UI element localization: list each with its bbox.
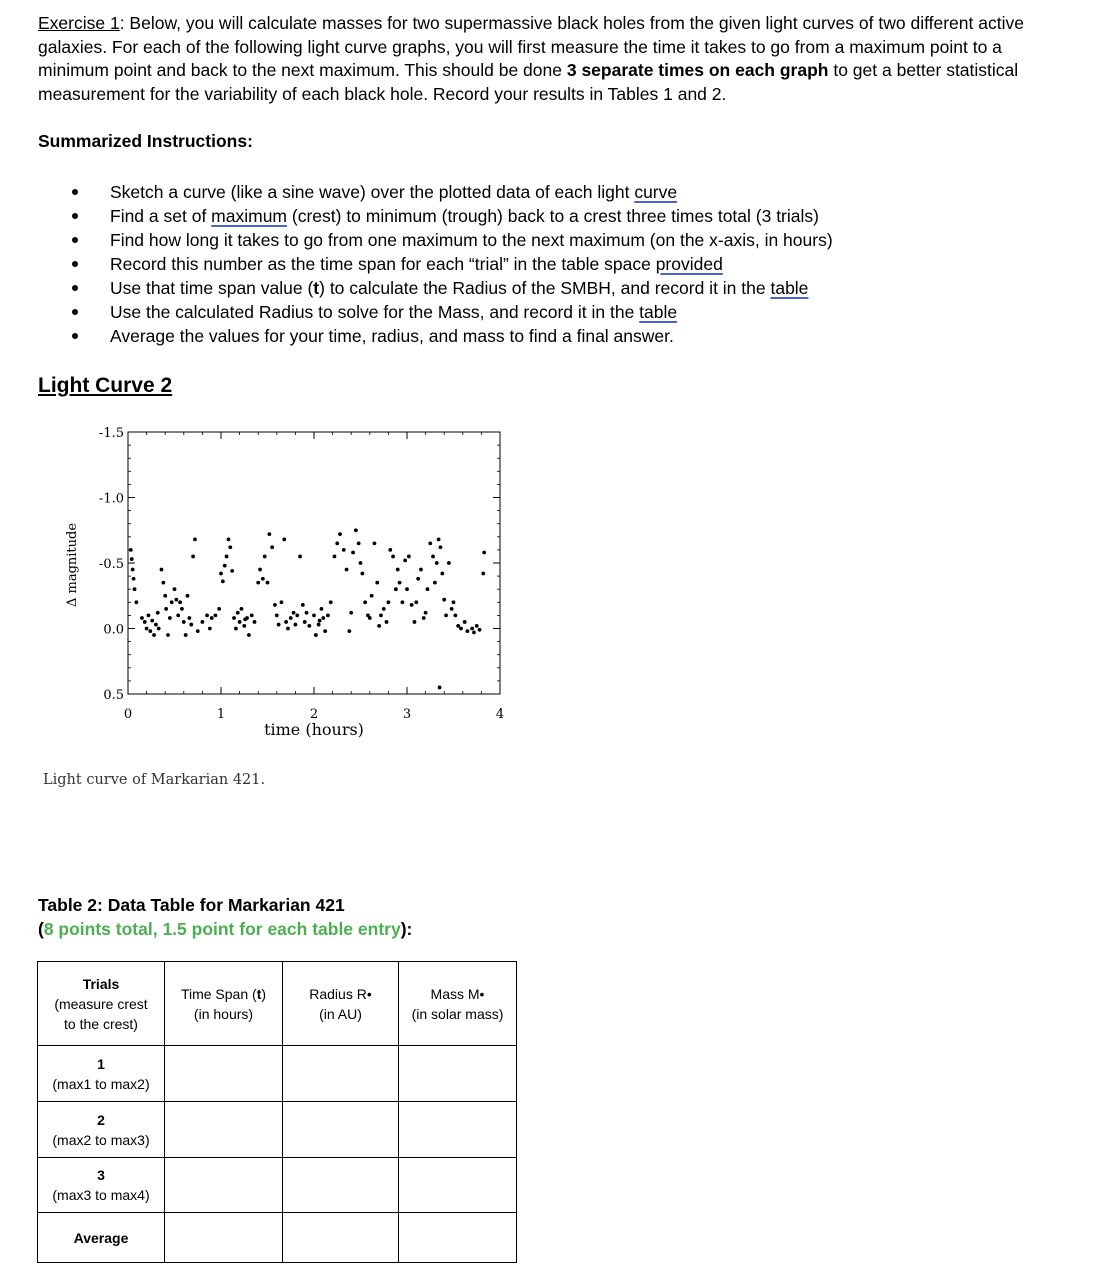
trial-cell: 2 (max2 to max3)	[38, 1102, 165, 1158]
data-point	[243, 617, 247, 621]
exercise-label: Exercise 1	[38, 13, 120, 33]
data-point	[143, 620, 147, 624]
data-point	[170, 600, 174, 604]
table-row	[38, 1213, 517, 1263]
instructions-heading: Summarized Instructions:	[38, 131, 253, 151]
exercise-bold-text: 3 separate times on each graph	[566, 60, 829, 80]
data-point	[326, 614, 330, 618]
points-note: 8 points total, 1.5 point for each table entry	[43, 919, 401, 939]
data-point	[387, 600, 391, 604]
data-point	[223, 564, 227, 568]
light-curve-title: Light Curve 2	[38, 374, 173, 397]
data-point	[286, 627, 290, 631]
data-point	[347, 629, 351, 633]
exercise-text-2: to get a better statistical measurement for the variability of each black hole. Record your results in Tables 1 and 2.	[38, 60, 1019, 104]
data-point	[238, 620, 242, 624]
table-header-row	[38, 962, 517, 1046]
table-title: Table 2: Data Table for Markarian 421 (8 points total, 1.5 point for each table entry):	[38, 895, 413, 939]
data-point	[419, 568, 423, 572]
data-point	[333, 555, 337, 559]
data-point	[230, 569, 234, 573]
time-input-cell[interactable]	[165, 1213, 283, 1263]
data-point	[168, 616, 172, 620]
data-point	[335, 541, 339, 545]
data-table	[37, 961, 517, 1263]
data-point	[266, 581, 270, 585]
data-point	[221, 579, 225, 583]
list-item: Use the calculated Radius to solve for the Mass, and record it in the table	[68, 300, 833, 324]
data-point	[236, 611, 240, 615]
data-point	[130, 557, 134, 561]
data-point	[312, 614, 316, 618]
data-point	[426, 587, 430, 591]
data-point	[391, 555, 395, 559]
data-point	[396, 568, 400, 572]
data-point	[193, 538, 197, 542]
data-point	[282, 538, 286, 542]
data-point	[263, 555, 267, 559]
x-tick-label: 1	[216, 707, 226, 722]
list-item: Find how long it takes to go from one maximum to the next maximum (on the x-axis, in hours)	[68, 228, 833, 252]
data-point	[234, 627, 238, 631]
list-item: Use that time span value (t) to calculate the Radius of the SMBH, and record it in the table	[68, 276, 833, 300]
data-point	[442, 598, 446, 602]
list-item: Sketch a curve (like a sine wave) over the plotted data of each light curve	[68, 180, 833, 204]
data-point	[318, 619, 322, 623]
data-point	[439, 545, 443, 549]
x-tick-label: 4	[495, 707, 505, 722]
y-tick-label: -1.5	[98, 426, 124, 441]
data-point	[187, 616, 191, 620]
data-point	[360, 572, 364, 576]
data-point	[275, 614, 279, 618]
list-item: Average the values for your time, radius, and mass to find a final answer.	[68, 324, 833, 348]
data-point	[163, 594, 167, 598]
data-point	[156, 611, 160, 615]
data-point	[295, 614, 299, 618]
data-point	[132, 577, 136, 581]
x-axis-label: time (hours)	[264, 720, 364, 739]
mass-input-cell[interactable]	[399, 1102, 517, 1158]
data-point	[342, 548, 346, 552]
mass-input-cell[interactable]	[399, 1213, 517, 1263]
data-point	[145, 627, 149, 631]
data-point	[444, 614, 448, 618]
data-point	[298, 555, 302, 559]
data-point	[292, 611, 296, 615]
data-point	[377, 624, 381, 628]
data-point	[134, 600, 138, 604]
data-point	[191, 555, 195, 559]
data-point	[363, 600, 367, 604]
data-point	[323, 629, 327, 633]
data-point	[410, 603, 414, 607]
data-point	[189, 623, 193, 627]
data-point	[164, 607, 168, 611]
time-input-cell[interactable]	[165, 1102, 283, 1158]
data-point	[307, 624, 311, 628]
data-point	[466, 629, 470, 633]
data-point	[273, 603, 277, 607]
data-point	[373, 541, 377, 545]
data-point	[354, 528, 358, 532]
data-point	[456, 624, 460, 628]
x-tick-label: 0	[123, 707, 133, 722]
data-point	[217, 607, 221, 611]
data-point	[219, 572, 223, 576]
header-time-span: Time Span (t) (in hours)	[165, 962, 283, 1046]
data-point	[329, 600, 333, 604]
table-row	[38, 1158, 517, 1213]
data-point	[303, 620, 307, 624]
data-point	[475, 624, 479, 628]
x-tick-label: 3	[402, 707, 412, 722]
data-point	[416, 577, 420, 581]
data-point	[470, 627, 474, 631]
data-point	[225, 555, 229, 559]
header-radius: Radius R• (in AU)	[283, 962, 399, 1046]
data-point	[258, 568, 262, 572]
data-point	[267, 532, 271, 536]
data-point	[140, 616, 144, 620]
list-item: Record this number as the time span for each “trial” in the table space provided	[68, 252, 833, 276]
data-point	[357, 541, 361, 545]
data-point	[227, 538, 231, 542]
data-point	[280, 600, 284, 604]
data-point	[178, 600, 182, 604]
y-tick-label: 0.5	[103, 688, 124, 703]
data-point	[359, 561, 363, 565]
data-point	[173, 587, 177, 591]
data-point	[403, 558, 407, 562]
data-point	[305, 611, 309, 615]
time-input-cell[interactable]	[165, 1046, 283, 1102]
data-point	[301, 603, 305, 607]
data-point	[210, 616, 214, 620]
trial-cell: Average	[38, 1213, 165, 1263]
data-point	[180, 607, 184, 611]
data-point	[133, 587, 137, 591]
data-point	[289, 616, 293, 620]
data-point	[414, 600, 418, 604]
y-axis-label: Δ magnitude	[65, 522, 80, 608]
data-point	[256, 581, 260, 585]
light-curve-chart	[40, 420, 520, 750]
data-point	[152, 633, 156, 637]
radius-input-cell[interactable]	[283, 1102, 399, 1158]
plot-frame	[128, 432, 500, 694]
data-point	[160, 568, 164, 572]
data-point	[161, 581, 165, 585]
data-point	[277, 623, 281, 627]
data-point	[478, 628, 482, 632]
data-point	[422, 616, 426, 620]
data-point	[150, 619, 154, 623]
data-point	[437, 538, 441, 542]
data-point	[447, 561, 451, 565]
data-point	[435, 561, 439, 565]
list-item: Find a set of maximum (crest) to minimum (trough) back to a crest three times total (3 trials)	[68, 204, 833, 228]
data-point	[413, 620, 417, 624]
data-point	[482, 551, 486, 555]
data-point	[375, 581, 379, 585]
data-point	[472, 631, 476, 635]
x-tick-label: 2	[309, 707, 319, 722]
data-point	[370, 594, 374, 598]
y-tick-label: -0.5	[98, 557, 124, 572]
chart-caption: Light curve of Markarian 421.	[43, 772, 266, 788]
exercise-text-1: : Below, you will calculate masses for two supermassive black holes from the given light curves of two different active galaxies. For each of the following light curve graphs, you will first measure the time it takes to go from a maximum point to a minimum point and back to the next maximum. This should be done	[38, 13, 1024, 80]
data-point	[388, 548, 392, 552]
data-point	[228, 545, 232, 549]
trial-cell: 3 (max3 to max4)	[38, 1158, 165, 1213]
data-point	[450, 607, 454, 611]
data-point	[398, 581, 402, 585]
data-point	[147, 614, 151, 618]
data-point	[166, 633, 170, 637]
table-row	[38, 1102, 517, 1158]
data-point	[431, 555, 435, 559]
mass-input-cell[interactable]	[399, 1158, 517, 1213]
data-point	[452, 600, 456, 604]
data-point	[314, 633, 318, 637]
data-point	[345, 568, 349, 572]
trial-cell: 1 (max1 to max2)	[38, 1046, 165, 1102]
mass-input-cell[interactable]	[399, 1046, 517, 1102]
data-point	[294, 623, 298, 627]
header-trials: Trials (measure crest to the crest)	[38, 962, 165, 1046]
data-point	[400, 600, 404, 604]
data-point	[317, 623, 321, 627]
data-point	[379, 614, 383, 618]
data-point	[148, 629, 152, 633]
data-point	[270, 545, 274, 549]
y-tick-label: 0.0	[103, 622, 124, 638]
data-point	[242, 624, 246, 628]
data-point	[186, 594, 190, 598]
data-point	[382, 607, 386, 611]
time-input-cell[interactable]	[165, 1158, 283, 1213]
data-point	[463, 620, 467, 624]
data-point	[184, 633, 188, 637]
data-point	[407, 555, 411, 559]
data-point	[338, 532, 342, 536]
data-point	[385, 620, 389, 624]
radius-input-cell[interactable]	[283, 1046, 399, 1102]
data-points	[129, 528, 486, 689]
data-point	[284, 620, 288, 624]
data-point	[394, 587, 398, 591]
instructions-list	[68, 180, 833, 348]
data-point	[440, 572, 444, 576]
y-tick-label: -1.0	[98, 491, 124, 507]
data-point	[405, 587, 409, 591]
data-point	[201, 620, 205, 624]
data-point	[320, 607, 324, 611]
table-row	[38, 1046, 517, 1102]
data-point	[214, 614, 218, 618]
data-point	[368, 616, 372, 620]
data-point	[250, 614, 254, 618]
radius-input-cell[interactable]	[283, 1158, 399, 1213]
exercise-paragraph	[38, 12, 1038, 106]
data-point	[453, 614, 457, 618]
data-point	[349, 611, 353, 615]
data-point	[438, 686, 442, 690]
data-point	[247, 633, 251, 637]
data-point	[154, 623, 158, 627]
data-point	[481, 572, 485, 576]
data-point	[129, 548, 133, 552]
data-point	[321, 616, 325, 620]
data-point	[176, 614, 180, 618]
data-point	[261, 577, 265, 581]
data-point	[232, 616, 236, 620]
data-point	[208, 627, 212, 631]
data-point	[428, 541, 432, 545]
data-point	[433, 581, 437, 585]
data-point	[196, 629, 200, 633]
radius-input-cell[interactable]	[283, 1213, 399, 1263]
data-point	[253, 620, 257, 624]
data-point	[240, 607, 244, 611]
data-point	[459, 627, 463, 631]
data-point	[131, 568, 135, 572]
data-point	[182, 620, 186, 624]
data-point	[157, 627, 161, 631]
data-point	[205, 614, 209, 618]
data-point	[424, 611, 428, 615]
table-title-line: Table 2: Data Table for Markarian 421	[38, 895, 345, 915]
header-mass: Mass M• (in solar mass)	[399, 962, 517, 1046]
data-point	[174, 598, 178, 602]
data-point	[351, 551, 355, 555]
